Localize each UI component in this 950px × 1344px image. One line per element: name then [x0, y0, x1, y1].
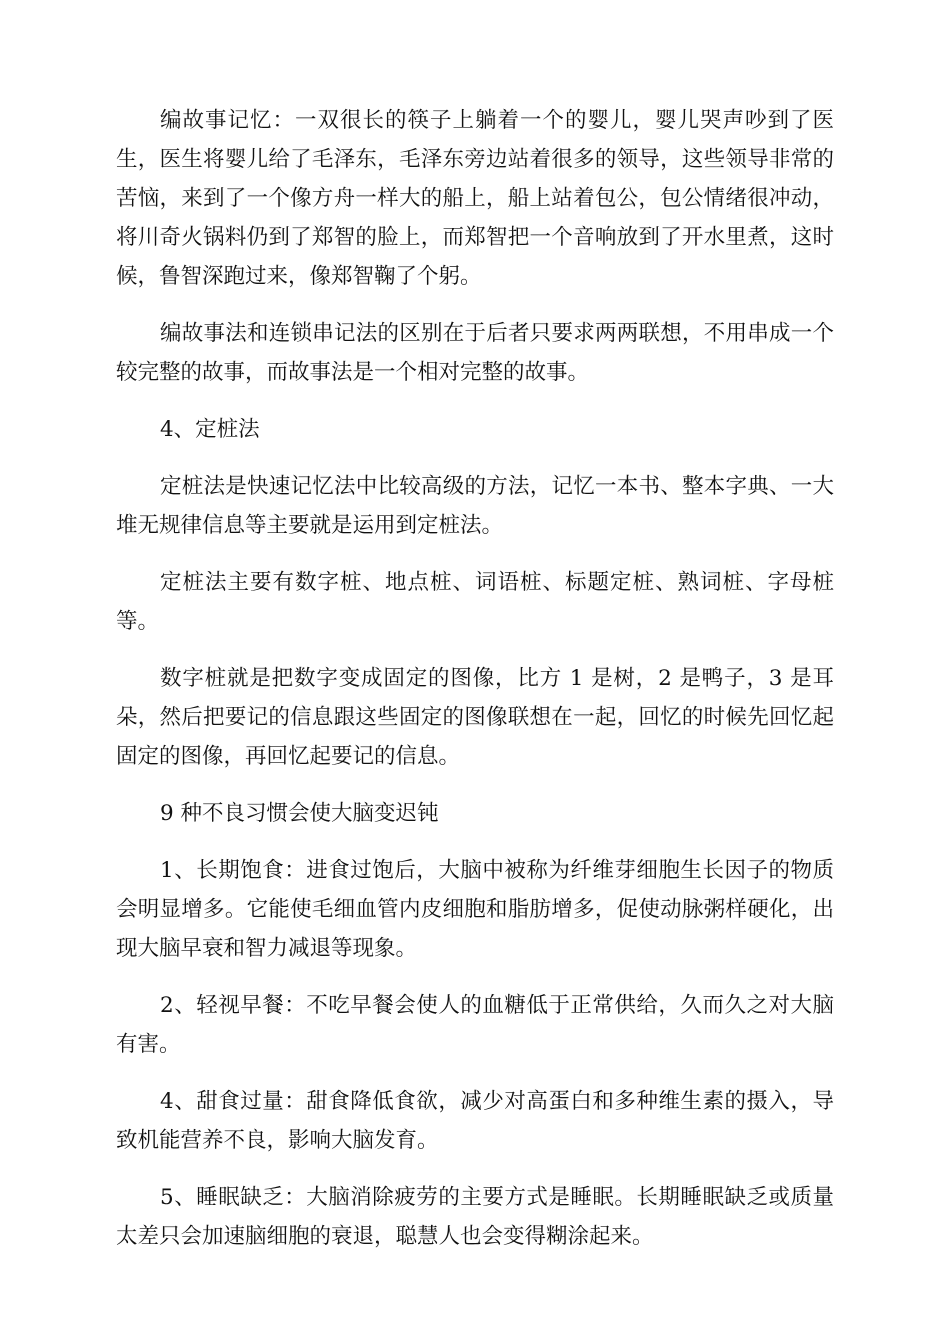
paragraph-habit-sleep: 5、睡眠缺乏：大脑消除疲劳的主要方式是睡眠。长期睡眠缺乏或质量太差只会加速脑细胞的衰退，聪慧人也会变得糊涂起来。	[116, 1185, 834, 1249]
paragraph-habit-sweets: 4、甜食过量：甜食降低食欲，减少对高蛋白和多种维生素的摄入，导致机能营养不良，影响大脑发育。	[116, 1089, 834, 1153]
paragraph-habit-overeating: 1、长期饱食：进食过饱后，大脑中被称为纤维芽细胞生长因子的物质会明显增多。它能使毛细血管内皮细胞和脂肪增多，促使动脉粥样硬化，出现大脑早衰和智力减退等现象。	[116, 858, 834, 961]
paragraph-number-peg: 数字桩就是把数字变成固定的图像，比方 1 是树，2 是鸭子，3 是耳朵，然后把要记的信息跟这些固定的图像联想在一起，回忆的时候先回忆起固定的图像，再回忆起要记的信息。	[116, 666, 834, 769]
document-page	[116, 101, 834, 1274]
paragraph-peg-types: 定桩法主要有数字桩、地点桩、词语桩、标题定桩、熟词桩、字母桩等。	[116, 570, 834, 634]
paragraph-habit-skip-breakfast: 2、轻视早餐：不吃早餐会使人的血糖低于正常供给，久而久之对大脑有害。	[116, 993, 834, 1057]
section-heading-peg-method: 4、定桩法	[160, 417, 260, 442]
paragraph-story-memory: 编故事记忆：一双很长的筷子上躺着一个的婴儿，婴儿哭声吵到了医生，医生将婴儿给了毛泽东，毛泽东旁边站着很多的领导，这些领导非常的苦恼，来到了一个像方舟一样大的船上，船上站着包公，包公情绪很冲动，将川奇火锅料仍到了郑智的脸上，而郑智把一个音响放到了开水里煮，这时候，鲁智深跑过来，像郑智鞠了个躬。	[116, 108, 834, 289]
paragraph-peg-method-intro: 定桩法是快速记忆法中比较高级的方法，记忆一本书、整本字典、一大堆无规律信息等主要就是运用到定桩法。	[116, 474, 834, 538]
section-heading-bad-habits: 9 种不良习惯会使大脑变迟钝	[160, 801, 439, 826]
paragraph-story-vs-chain: 编故事法和连锁串记法的区别在于后者只要求两两联想，不用串成一个较完整的故事，而故事法是一个相对完整的故事。	[116, 321, 834, 385]
